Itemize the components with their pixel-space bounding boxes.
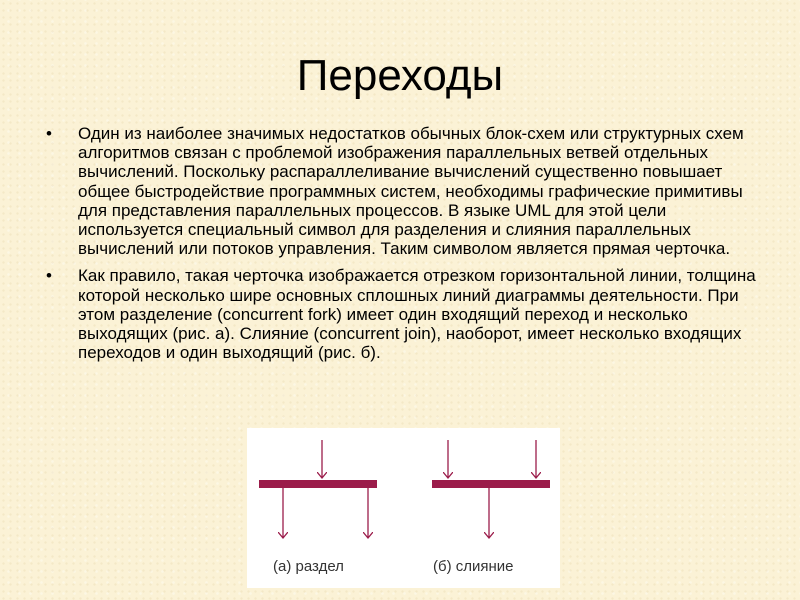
- bullet-icon: •: [46, 266, 52, 286]
- join-bar: [432, 480, 550, 488]
- join-caption: (б) слияние: [433, 558, 514, 575]
- fork-join-figure: [247, 428, 560, 588]
- slide-title: Переходы: [296, 51, 504, 100]
- bullet-text: Как правило, такая черточка изображается отрезком горизонтальной линии, толщина которой несколько шире основных сплошных линий диаграммы деятельности. При этом разделение (concurrent fork) имеет один входящий переход и несколько выходящих (рис. а). Слияние (concurrent join), наоборот, имеет несколько входящих переходов и один выходящий (рис. б).: [78, 266, 756, 363]
- bullet-item: [46, 124, 756, 258]
- fork-join-diagram: [247, 428, 560, 588]
- bullet-text: Один из наиболее значимых недостатков обычных блок-схем или структурных схем алгоритмов связан с проблемой изображения параллельных ветвей отдельных вычислений. Поскольку распараллеливание вычислений существенно повышает общее быстродействие программных систем, необходимы графические примитивы для представления параллельных процессов. В языке UML для этой цели используется специальный символ для разделения и слияния параллельных вычислений или потоков управления. Таким символом является прямая черточка.: [78, 124, 744, 259]
- fork-caption: (а) раздел: [273, 558, 344, 575]
- bullet-list: [46, 124, 756, 370]
- bullet-item: [46, 266, 756, 362]
- bullet-icon: •: [46, 124, 52, 143]
- join-diagram: [432, 440, 550, 575]
- fork-bar: [259, 480, 377, 488]
- fork-diagram: [259, 440, 377, 575]
